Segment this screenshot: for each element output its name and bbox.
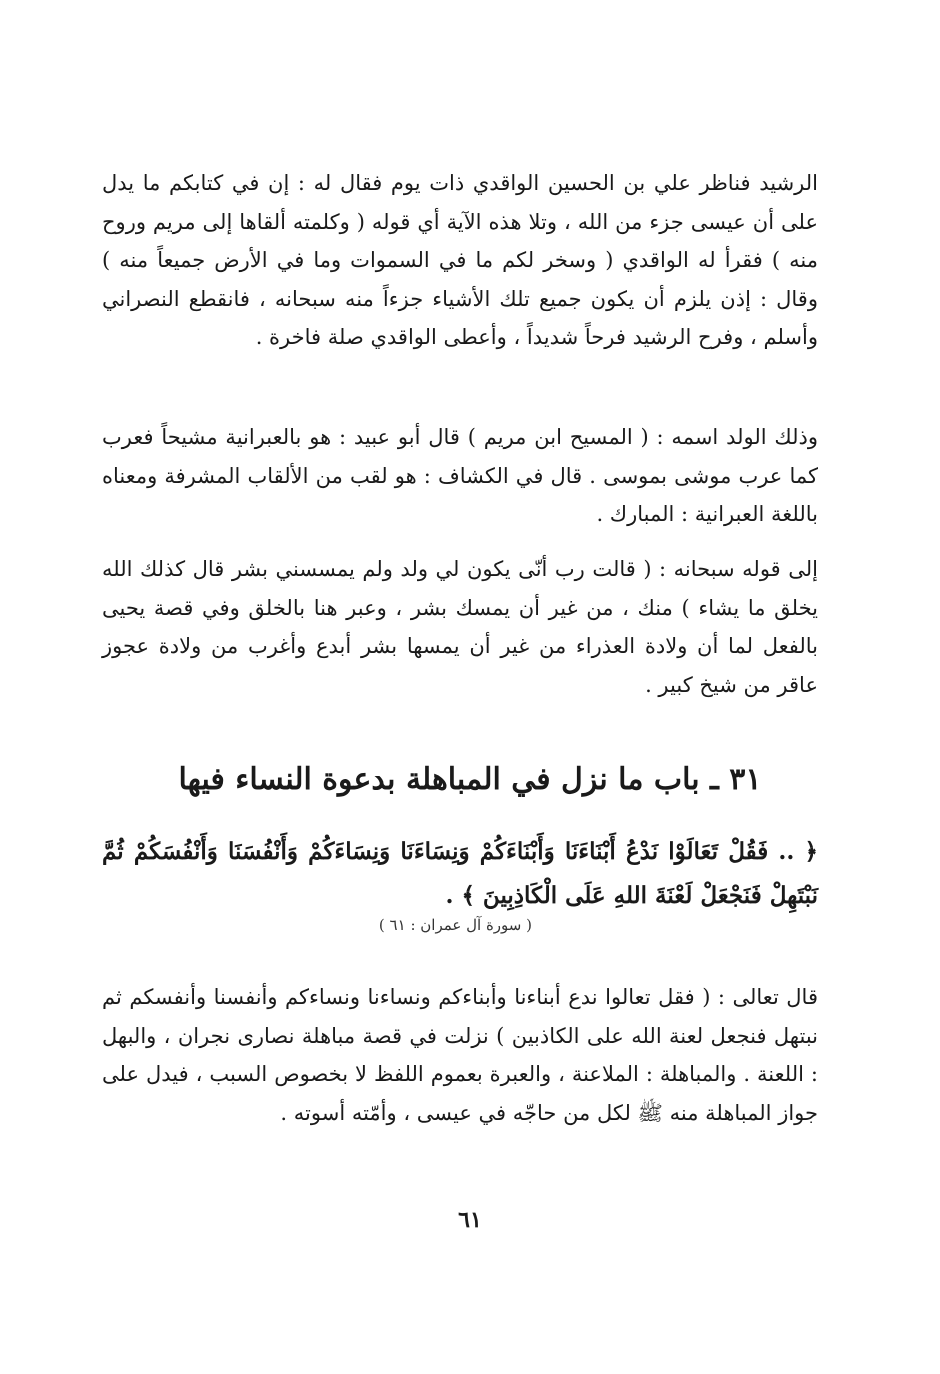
page-number: ٦١: [458, 1207, 482, 1233]
section-heading: ٣١ ـ باب ما نزل في المباهلة بدعوة النساء فيها: [178, 762, 762, 797]
paragraph-messiah-name: وذلك الولد اسمه : ( المسيح ابن مريم ) قال أبو عبيد : هو بالعبرانية مشيحاً فعرب كما عرب موشى بموسى . قال في الكشاف : هو لقب من الألقاب المشرفة ومعناه باللغة العبرانية : المبارك .: [102, 425, 818, 526]
paragraph-virgin-birth: إلى قوله سبحانه : ( قالت رب أنّى يكون لي ولد ولم يمسسني بشر قال كذلك الله يخلق ما يشاء ) منك ، من غير أن يمسك بشر ، وعبر هنا بالخلق وفي قصة يحيى بالفعل لما أن ولادة العذراء من غير أن يمسها بشر أبدع وأغرب من ولادة عجوز عاقر من شيخ كبير .: [102, 557, 818, 697]
paragraph-rashid-waqidi: الرشيد فناظر علي بن الحسين الواقدي ذات يوم فقال له : إن في كتابكم ما يدل على أن عيسى جزء من الله ، وتلا هذه الآية أي قوله ( وكلمته ألقاها إلى مريم وروح منه ) فقرأ له الواقدي ( وسخر لكم ما في السموات وما في الأرض جميعاً منه ) وقال : إذن يلزم أن يكون جميع تلك الأشياء جزءاً منه سبحانه ، فانقطع النصراني وأسلم ، وفرح الرشيد فرحاً شديداً ، وأعطى الواقدي صلة فاخرة .: [102, 171, 818, 349]
quran-reference: ( سورة آل عمران : ٦١ ): [378, 916, 532, 934]
paragraph-mubahala-commentary: قال تعالى : ( فقل تعالوا ندع أبناءنا وأبناءكم ونساءنا ونساءكم وأنفسنا وأنفسكم ثم نبتهل فنجعل لعنة الله على الكاذبين ) نزلت في قصة مباهلة نصارى نجران ، والبهل : اللعنة . والمباهلة : الملاعنة ، والعبرة بعموم اللفظ لا بخصوص السبب ، فيدل على جواز المباهلة منه ﷺ لكل من حاجّه في عيسى ، وأمّته أسوته .: [102, 985, 818, 1125]
quran-verse: ﴿ .. فَقُلْ تَعَالَوْا نَدْعُ أَبْنَاءَنَا وَأَبْنَاءَكُمْ وَنِسَاءَنَا وَنِسَاءَكُمْ وَأَنْفُسَنَا وَأَنْفُسَكُمْ ثُمَّ نَبْتَهِلْ فَنَجْعَلْ لَعْنَةَ اللهِ عَلَى الْكَاذِبِينَ ﴾ .: [102, 838, 818, 909]
